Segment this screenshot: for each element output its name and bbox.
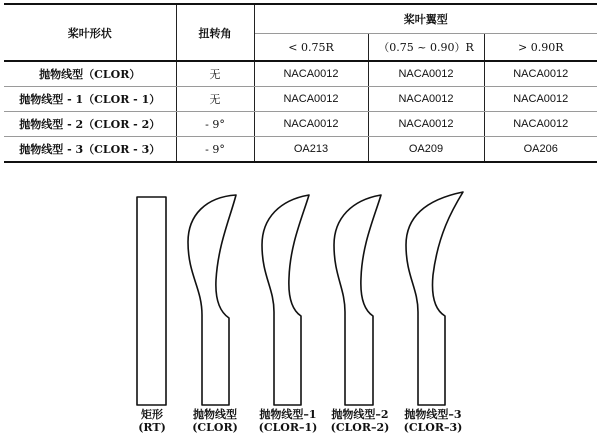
- caption-clor3: [404, 408, 463, 434]
- cell-airfoil-mid: NACA0012: [368, 61, 484, 87]
- header-section-inner: < 0.75R: [254, 34, 368, 62]
- cell-airfoil-mid: NACA0012: [368, 112, 484, 137]
- header-shape-label: 桨叶形状: [67, 26, 112, 40]
- cell-twist: 无: [176, 61, 254, 87]
- airfoil-spec-table: [4, 3, 597, 163]
- cell-airfoil-tip: NACA0012: [484, 61, 597, 87]
- caption-clor-name: 抛物线型: [193, 408, 237, 421]
- blade-clor3-outline: [406, 192, 463, 405]
- table-row: [4, 87, 597, 112]
- cell-twist: - 9°: [176, 112, 254, 137]
- blade-rt-outline: [137, 197, 166, 405]
- caption-clor2-code: (CLOR–2): [330, 421, 390, 434]
- blade-planform-drawing: [0, 180, 601, 441]
- blade-clor-outline: [188, 195, 236, 405]
- cell-airfoil-inner: NACA0012: [254, 112, 368, 137]
- cell-airfoil-mid: OA209: [368, 137, 484, 163]
- caption-rt-code: (RT): [138, 421, 166, 434]
- blade-clor1-outline: [262, 195, 309, 405]
- header-twist-label: 扭转角: [198, 26, 232, 40]
- caption-clor1-name: 抛物线型–1: [259, 408, 317, 421]
- caption-clor2: [331, 408, 390, 434]
- cell-shape: 抛物线型（CLOR）: [4, 61, 176, 87]
- table-row: [4, 112, 597, 137]
- cell-airfoil-tip: OA206: [484, 137, 597, 163]
- caption-clor1-code: (CLOR–1): [258, 421, 318, 434]
- caption-rt-name: 矩形: [140, 408, 163, 421]
- blade-clor2-outline: [334, 195, 381, 405]
- caption-clor2-name: 抛物线型–2: [331, 408, 389, 421]
- header-twist: [176, 4, 254, 61]
- header-shape: [4, 4, 176, 61]
- caption-clor-code: (CLOR): [192, 421, 238, 434]
- caption-clor: [192, 408, 238, 434]
- cell-twist: - 9°: [176, 137, 254, 163]
- caption-clor1: [259, 408, 318, 434]
- cell-shape: 抛物线型 - 3（CLOR - 3）: [4, 137, 176, 163]
- header-row: [4, 4, 597, 34]
- table-row: [4, 137, 597, 163]
- cell-airfoil-inner: NACA0012: [254, 87, 368, 112]
- table-row: [4, 61, 597, 87]
- cell-airfoil-mid: NACA0012: [368, 87, 484, 112]
- cell-shape: 抛物线型 - 2（CLOR - 2）: [4, 112, 176, 137]
- caption-clor3-code: (CLOR–3): [403, 421, 463, 434]
- caption-clor3-name: 抛物线型–3: [404, 408, 462, 421]
- blade-planform-figure: [0, 180, 601, 441]
- cell-airfoil-tip: NACA0012: [484, 112, 597, 137]
- header-section-mid: （0.75 ~ 0.90）R: [368, 34, 484, 62]
- cell-twist: 无: [176, 87, 254, 112]
- cell-airfoil-inner: OA213: [254, 137, 368, 163]
- header-airfoil-group: [254, 4, 597, 34]
- caption-rt: [138, 408, 166, 434]
- cell-airfoil-inner: NACA0012: [254, 61, 368, 87]
- cell-shape: 抛物线型 - 1（CLOR - 1）: [4, 87, 176, 112]
- header-section-tip: > 0.90R: [484, 34, 597, 62]
- cell-airfoil-tip: NACA0012: [484, 87, 597, 112]
- header-airfoil-label: 桨叶翼型: [403, 13, 448, 26]
